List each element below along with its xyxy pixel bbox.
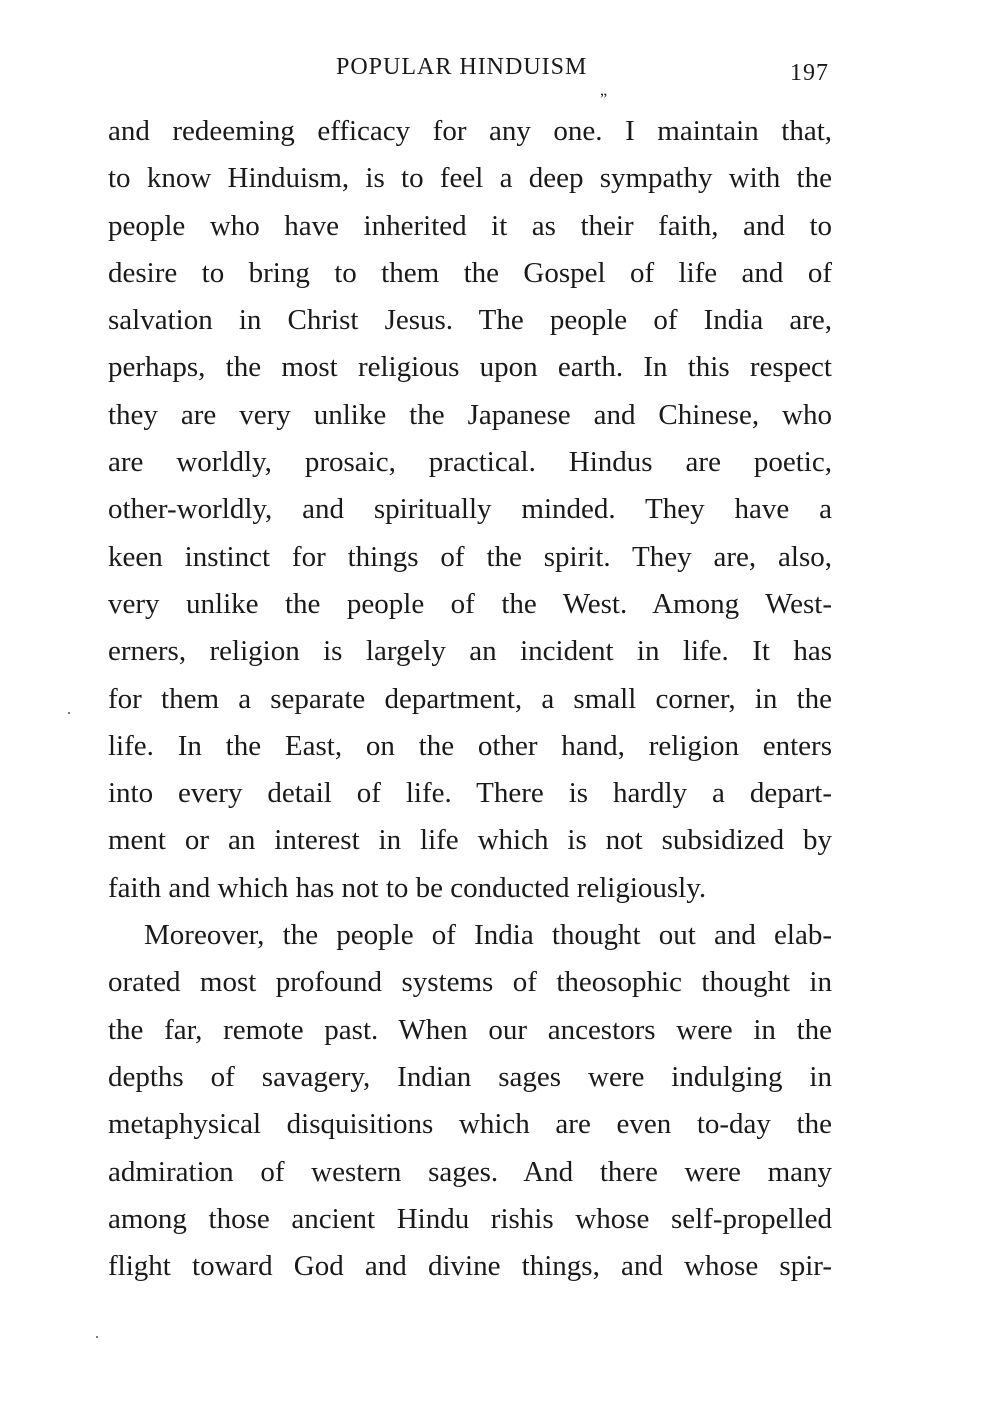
paragraph-1: [108, 108, 832, 912]
paragraph-2: [108, 912, 832, 1290]
text-line: erners, religion is largely an incident in life. It has: [108, 635, 832, 668]
text-line: metaphysical disquisitions which are even to-day the: [108, 1108, 832, 1141]
running-title: POPULAR HINDUISM: [336, 54, 588, 80]
page-number: 197: [790, 60, 829, 86]
text-line: flight toward God and divine things, and whose spir-: [108, 1250, 832, 1283]
body-text: [108, 108, 832, 1290]
text-line: other-worldly, and spiritually minded. They have a: [108, 493, 832, 526]
text-line: Moreover, the people of India thought out and elab-: [144, 919, 832, 952]
running-head: [0, 52, 1000, 86]
text-line: among those ancient Hindu rishis whose self-propelled: [108, 1202, 832, 1235]
text-line: the far, remote past. When our ancestors were in the: [108, 1013, 832, 1046]
text-line: depths of savagery, Indian sages were indulging in: [108, 1060, 832, 1093]
scan-speck: [68, 712, 70, 714]
text-line: life. In the East, on the other hand, religion enters: [108, 729, 832, 762]
text-line: to know Hinduism, is to feel a deep sympathy with the: [108, 162, 832, 195]
text-line: faith and which has not to be conducted religiously.: [108, 871, 707, 904]
text-line: people who have inherited it as their faith, and to: [108, 209, 832, 242]
text-line: admiration of western sages. And there were many: [108, 1155, 832, 1188]
text-line: are worldly, prosaic, practical. Hindus are poetic,: [108, 446, 832, 479]
text-line: very unlike the people of the West. Among West-: [108, 587, 832, 620]
text-line: and redeeming efficacy for any one. I maintain that,: [108, 115, 832, 147]
text-line: orated most profound systems of theosophic thought in: [108, 966, 832, 999]
text-line: for them a separate department, a small corner, in the: [108, 682, 832, 715]
text-line: desire to bring to them the Gospel of life and of: [108, 256, 832, 289]
text-line: perhaps, the most religious upon earth. In this respect: [108, 351, 832, 384]
scan-speck: [96, 1336, 98, 1338]
stray-quote-mark: ”: [600, 91, 608, 108]
text-line: ment or an interest in life which is not subsidized by: [108, 824, 832, 857]
text-line: keen instinct for things of the spirit. They are, also,: [108, 540, 832, 573]
text-line: salvation in Christ Jesus. The people of India are,: [108, 304, 832, 337]
text-line: they are very unlike the Japanese and Chinese, who: [108, 398, 832, 431]
text-line: into every detail of life. There is hardly a depart-: [108, 777, 832, 810]
